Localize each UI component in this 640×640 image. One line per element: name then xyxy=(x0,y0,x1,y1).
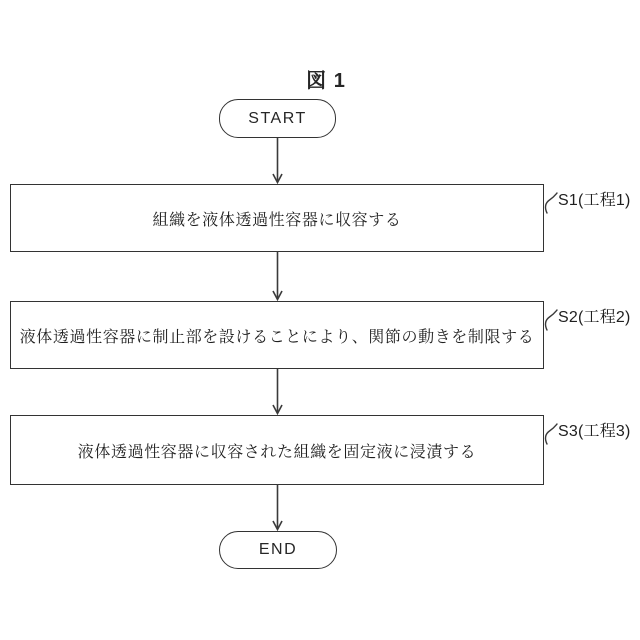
step-3-ref-label: S3(工程3) xyxy=(558,423,631,440)
step-box-1 xyxy=(10,184,544,252)
start-terminal xyxy=(219,99,336,138)
step-2-ref-label: S2(工程2) xyxy=(558,309,631,326)
end-label: END xyxy=(258,541,298,558)
flow-arrow-step1-to-step2 xyxy=(270,251,285,301)
step-1-ref-label: S1(工程1) xyxy=(558,192,631,209)
figure-title: 図 1 xyxy=(306,70,346,92)
leader-line-s3-icon xyxy=(544,423,558,445)
step-1-text: 組織を液体透過性容器に収容する xyxy=(152,211,402,229)
flow-arrow-step2-to-step3 xyxy=(270,369,285,415)
leader-line-s2-icon xyxy=(544,309,558,331)
start-label: START xyxy=(248,109,307,127)
end-terminal xyxy=(219,531,337,569)
flow-arrow-step3-to-end xyxy=(270,484,285,531)
step-box-2 xyxy=(10,301,544,369)
leader-line-s1-icon xyxy=(544,192,558,214)
step-3-text: 液体透過性容器に収容された組織を固定液に浸漬する xyxy=(77,443,477,461)
flow-arrow-start-to-step1 xyxy=(270,138,285,184)
step-box-3 xyxy=(10,415,544,485)
step-2-text: 液体透過性容器に制止部を設けることにより、関節の動きを制限する xyxy=(19,328,535,346)
